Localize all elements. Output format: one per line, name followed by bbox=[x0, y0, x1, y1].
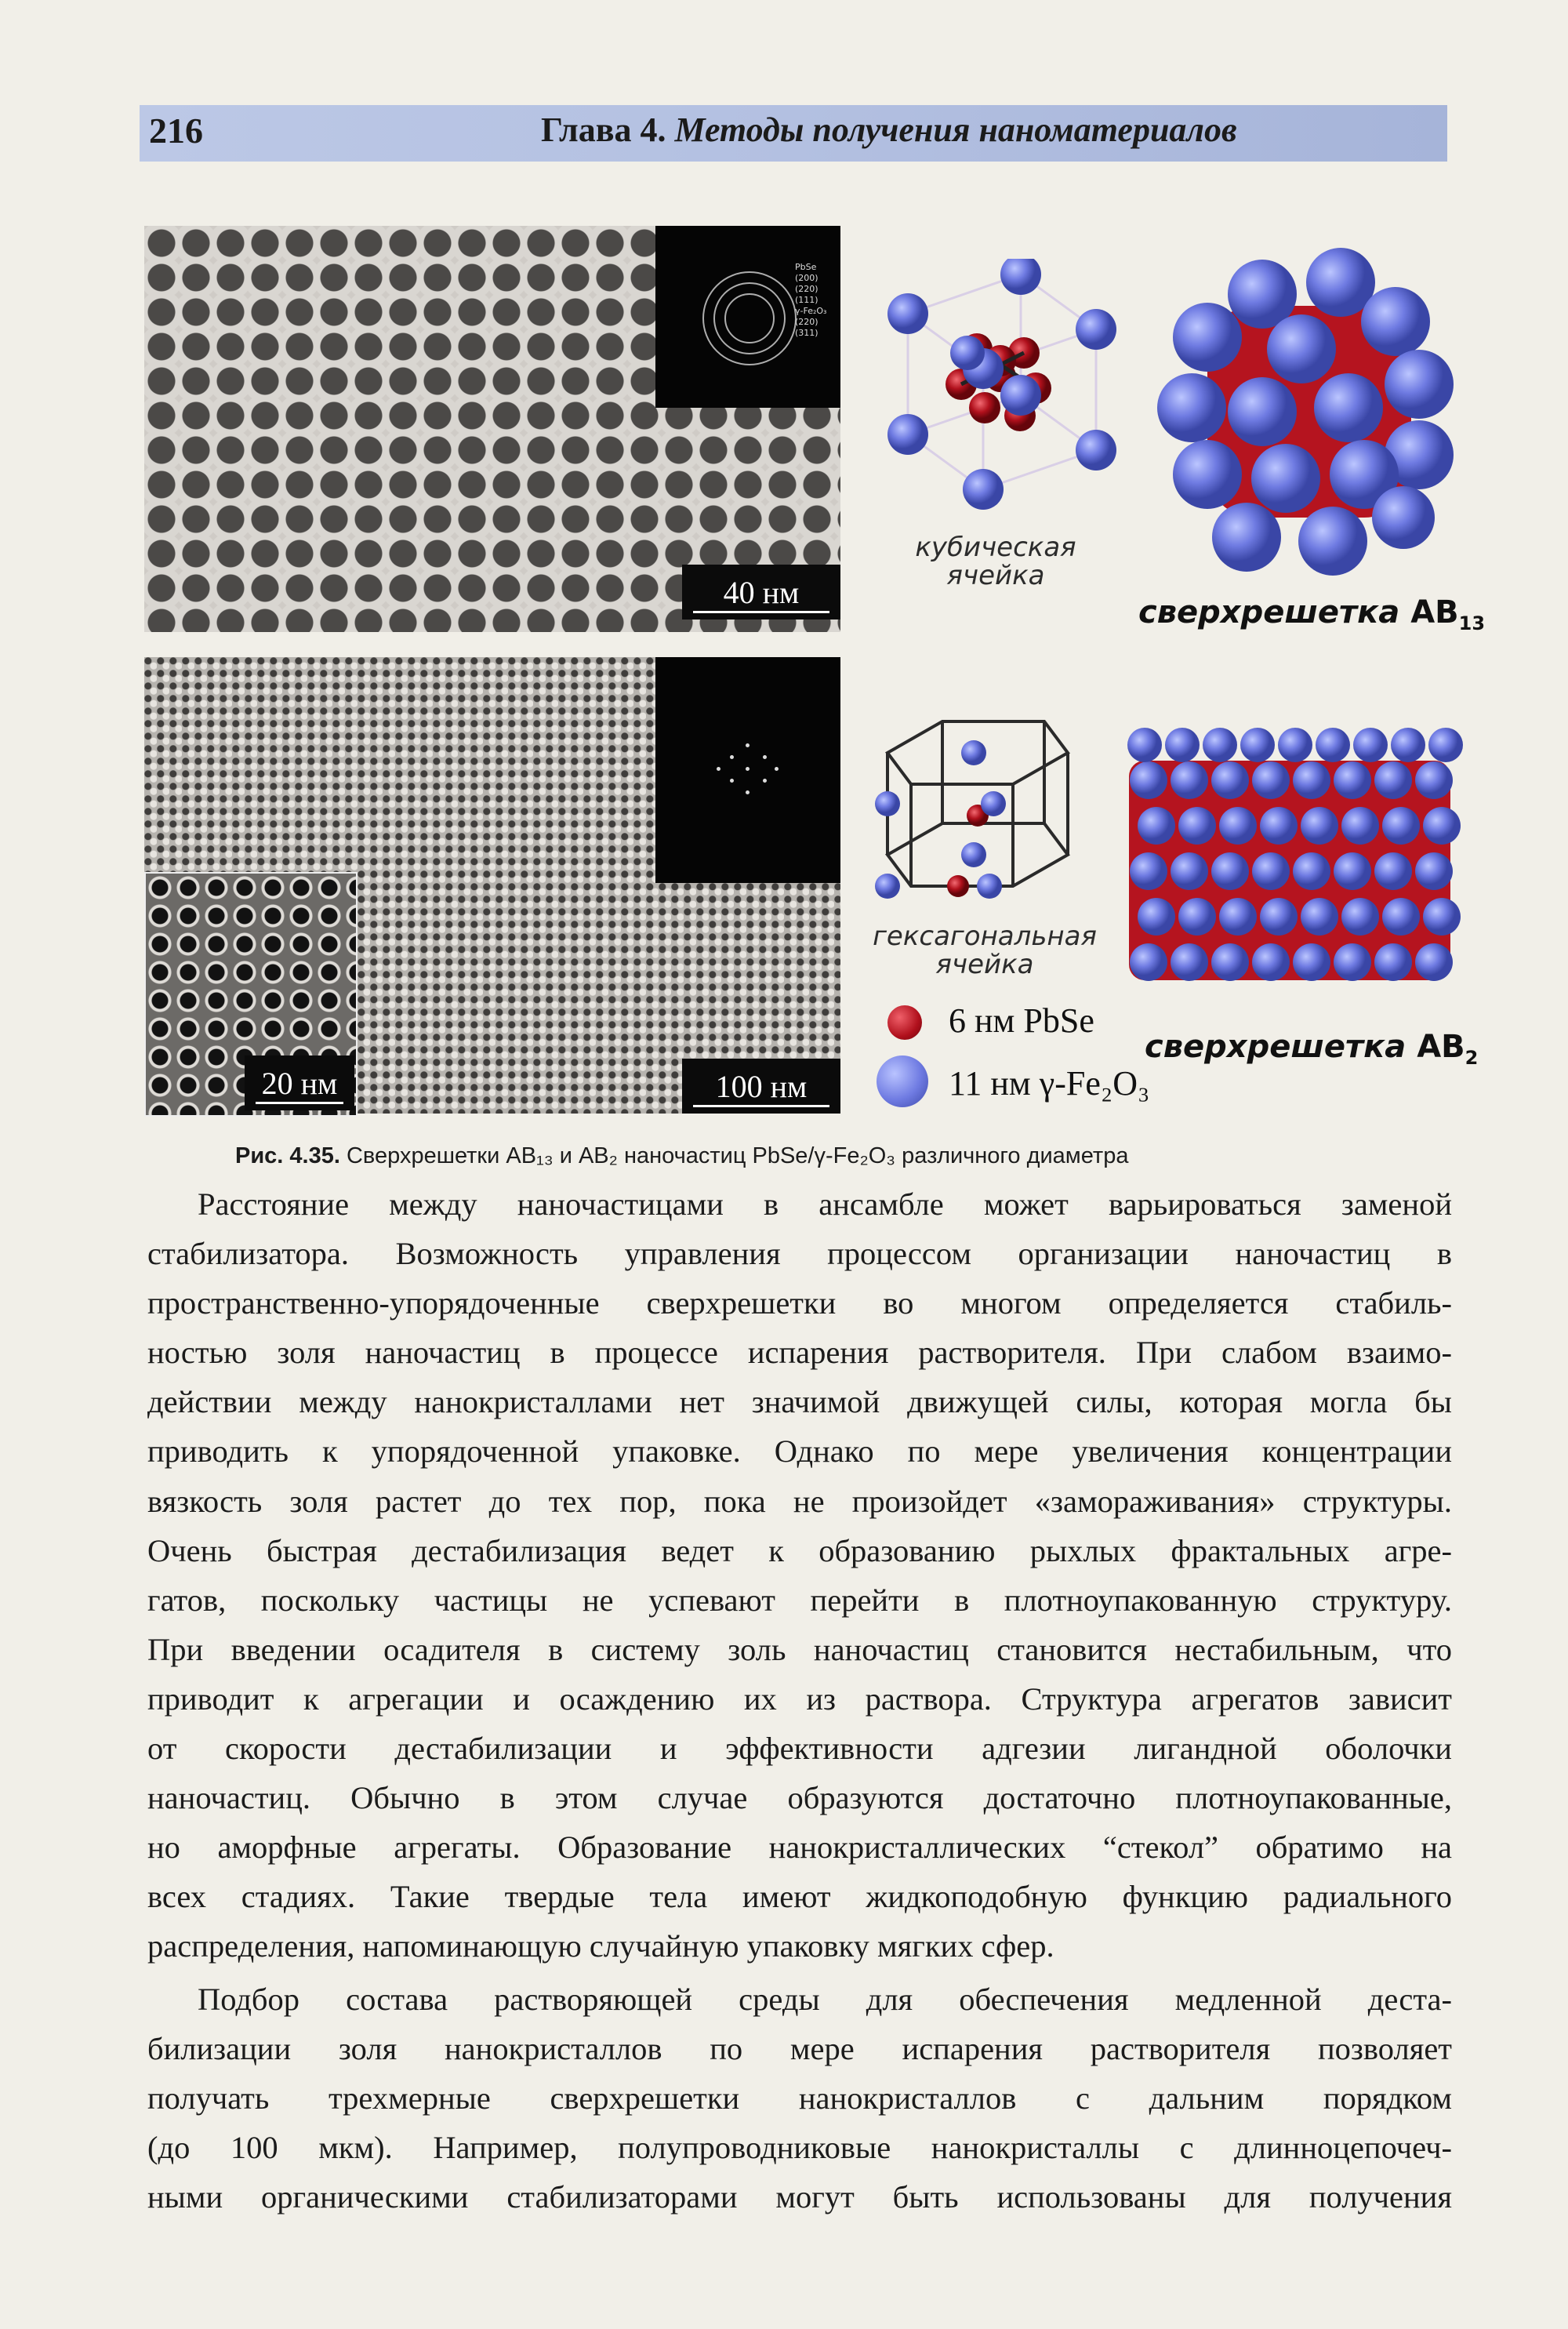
text-line: распределения, напоминающую случайную упаковку мягких сфер. bbox=[147, 1928, 1054, 1964]
legend-pbse-marker bbox=[887, 1005, 922, 1040]
text-line: приводить к упорядоченной упаковке. Однако по мере увеличения концентрации bbox=[147, 1433, 1452, 1470]
text-line: приводит к агрегации и осаждению их из раствора. Структура агрегатов зависит bbox=[147, 1680, 1452, 1717]
superlattice-sphere bbox=[1130, 852, 1167, 890]
superlattice-sphere bbox=[1171, 852, 1208, 890]
body-paragraph-2 bbox=[147, 1975, 1452, 2222]
superlattice-sphere bbox=[1130, 943, 1167, 981]
electron-diffraction-inset bbox=[655, 226, 840, 408]
superlattice-sphere bbox=[1374, 761, 1412, 799]
superlattice-sphere bbox=[1260, 807, 1298, 845]
text-line: но аморфные агрегаты. Образование нанокристаллических “стекол” обратимо на bbox=[147, 1829, 1452, 1866]
fft-spot bbox=[775, 767, 779, 771]
superlattice-sphere bbox=[1260, 898, 1298, 936]
superlattice-sphere bbox=[1293, 852, 1330, 890]
superlattice-sphere bbox=[1178, 807, 1216, 845]
superlattice-sphere bbox=[1203, 728, 1237, 762]
superlattice-sphere bbox=[1252, 852, 1290, 890]
superlattice-sphere bbox=[1252, 943, 1290, 981]
superlattice-sphere bbox=[1252, 761, 1290, 799]
superlattice-sphere bbox=[1240, 728, 1275, 762]
diffraction-ring bbox=[702, 271, 797, 365]
text-line: При введении осадителя в систему золь наночастиц становится нестабильным, что bbox=[147, 1631, 1452, 1667]
text-line: билизации золя нанокристаллов по мере испарения растворителя позволяет bbox=[147, 2031, 1452, 2067]
legend-pbse-label: 6 нм PbSe bbox=[949, 1001, 1094, 1040]
text-line: действии между нанокристаллами нет значимой движущей силы, которая могла бы bbox=[147, 1384, 1452, 1420]
superlattice-sphere bbox=[1334, 852, 1371, 890]
superlattice-sphere bbox=[1334, 943, 1371, 981]
superlattice-sphere bbox=[1353, 728, 1388, 762]
chapter-title bbox=[541, 110, 1237, 150]
chapter-name: Методы получения наноматериалов bbox=[674, 111, 1237, 149]
text-line: вязкость золя растет до тех пор, пока не произойдет «замораживания» структуры. bbox=[147, 1483, 1452, 1519]
text-line: наночастиц. Обычно в этом случае образуются достаточно плотноупакованные, bbox=[147, 1780, 1452, 1816]
legend-fe2o3-label: 11 нм γ-Fe₂O₃ bbox=[949, 1064, 1150, 1103]
superlattice-sphere bbox=[1165, 728, 1200, 762]
superlattice-sphere bbox=[1415, 943, 1453, 981]
fft-spot bbox=[763, 779, 767, 783]
body-paragraph-1 bbox=[147, 1179, 1452, 1971]
text-line: всех стадиях. Такие твердые тела имеют жидкоподобную функцию радиального bbox=[147, 1879, 1452, 1915]
text-line: стабилизатора. Возможность управления процессом организации наночастиц в bbox=[147, 1236, 1452, 1272]
superlattice-sphere bbox=[1415, 761, 1453, 799]
superlattice-sphere bbox=[1171, 943, 1208, 981]
superlattice-sphere bbox=[1293, 761, 1330, 799]
fft-spot bbox=[746, 790, 750, 794]
superlattice-sphere bbox=[1391, 728, 1425, 762]
superlattice-sphere bbox=[1211, 943, 1249, 981]
superlattice-sphere bbox=[1211, 761, 1249, 799]
legend-fe2o3-marker bbox=[877, 1055, 928, 1107]
superlattice-sphere bbox=[1211, 852, 1249, 890]
cubic-cell-caption: кубическая ячейка bbox=[915, 532, 1076, 591]
fft-spot bbox=[746, 767, 750, 771]
text-line: Подбор состава растворяющей среды для обеспечения медленной деста- bbox=[198, 1982, 1452, 2017]
scale-bar-20nm: 20 нм bbox=[245, 1055, 354, 1110]
fft-pattern-inset bbox=[655, 657, 840, 883]
superlattice-sphere bbox=[1316, 728, 1350, 762]
chapter-label: Глава 4. bbox=[541, 111, 666, 149]
superlattice-ab2-label: сверхрешетка $AB_2$ bbox=[1145, 1029, 1479, 1069]
superlattice-sphere bbox=[1415, 852, 1453, 890]
fft-spot bbox=[730, 779, 734, 783]
superlattice-sphere bbox=[1374, 943, 1412, 981]
scale-bar-100nm: 100 нм bbox=[682, 1059, 840, 1114]
text-line: ностью золя наночастиц в процессе испарения растворителя. При слабом взаимо- bbox=[147, 1335, 1452, 1371]
superlattice-sphere bbox=[1130, 761, 1167, 799]
superlattice-sphere bbox=[1374, 852, 1412, 890]
diffraction-labels: PbSe (200) (220) (111) γ-Fe₂O₃ (220) (311) bbox=[795, 262, 827, 338]
hexagonal-cell-caption: гексагональная ячейка bbox=[873, 921, 1097, 980]
text-line: от скорости дестабилизации и эффективности адгезии лигандной оболочки bbox=[147, 1731, 1452, 1767]
text-line: (до 100 мкм). Например, полупроводниковые нанокристаллы с длинноцепочеч- bbox=[147, 2130, 1452, 2166]
figure-caption: Рис. 4.35. Сверхрешетки AB₁₃ и AB₂ наночастиц PbSe/γ-Fe₂O₃ различного диаметра bbox=[235, 1143, 1129, 1168]
fft-spot bbox=[730, 755, 734, 759]
fft-spot bbox=[717, 767, 720, 771]
superlattice-sphere bbox=[1382, 898, 1420, 936]
hexagonal-unit-cell-diagram bbox=[872, 706, 1091, 910]
superlattice-sphere bbox=[1171, 761, 1208, 799]
superlattice-sphere bbox=[1301, 807, 1338, 845]
superlattice-sphere bbox=[1138, 898, 1175, 936]
superlattice-sphere bbox=[1301, 898, 1338, 936]
superlattice-sphere bbox=[1219, 807, 1257, 845]
superlattice-sphere bbox=[1293, 943, 1330, 981]
superlattice-ab13-label: сверхрешетка $AB_{13}$ bbox=[1138, 594, 1486, 634]
superlattice-sphere bbox=[1423, 898, 1461, 936]
text-line: пространственно-упорядоченные сверхрешетки во многом определяется стабиль- bbox=[147, 1285, 1452, 1321]
superlattice-sphere bbox=[1423, 807, 1461, 845]
text-line: ными органическими стабилизаторами могут быть использованы для получения bbox=[147, 2179, 1452, 2215]
superlattice-sphere bbox=[1138, 807, 1175, 845]
scale-bar-40nm: 40 нм bbox=[682, 565, 840, 619]
text-line: Расстояние между наночастицами в ансамбле может варьироваться заменой bbox=[198, 1186, 1452, 1222]
ab2-superlattice-model bbox=[1113, 721, 1474, 996]
ab13-superlattice-model bbox=[1145, 235, 1474, 596]
cubic-unit-cell-diagram bbox=[867, 259, 1118, 525]
superlattice-sphere bbox=[1127, 728, 1162, 762]
superlattice-sphere bbox=[1278, 728, 1312, 762]
superlattice-sphere bbox=[1341, 807, 1379, 845]
text-line: гатов, поскольку частицы не успевают перейти в плотноупакованную структуру. bbox=[147, 1582, 1452, 1618]
page-number: 216 bbox=[149, 111, 203, 151]
superlattice-sphere bbox=[1428, 728, 1463, 762]
superlattice-sphere bbox=[1219, 898, 1257, 936]
text-line: Очень быстрая дестабилизация ведет к образованию рыхлых фрактальных агре- bbox=[147, 1532, 1452, 1568]
superlattice-sphere bbox=[1382, 807, 1420, 845]
superlattice-sphere bbox=[1178, 898, 1216, 936]
superlattice-sphere bbox=[1341, 898, 1379, 936]
text-line: получать трехмерные сверхрешетки нанокристаллов с дальним порядком bbox=[147, 2080, 1452, 2116]
superlattice-sphere bbox=[1334, 761, 1371, 799]
fft-spot bbox=[746, 743, 750, 747]
fft-spot bbox=[763, 755, 767, 759]
